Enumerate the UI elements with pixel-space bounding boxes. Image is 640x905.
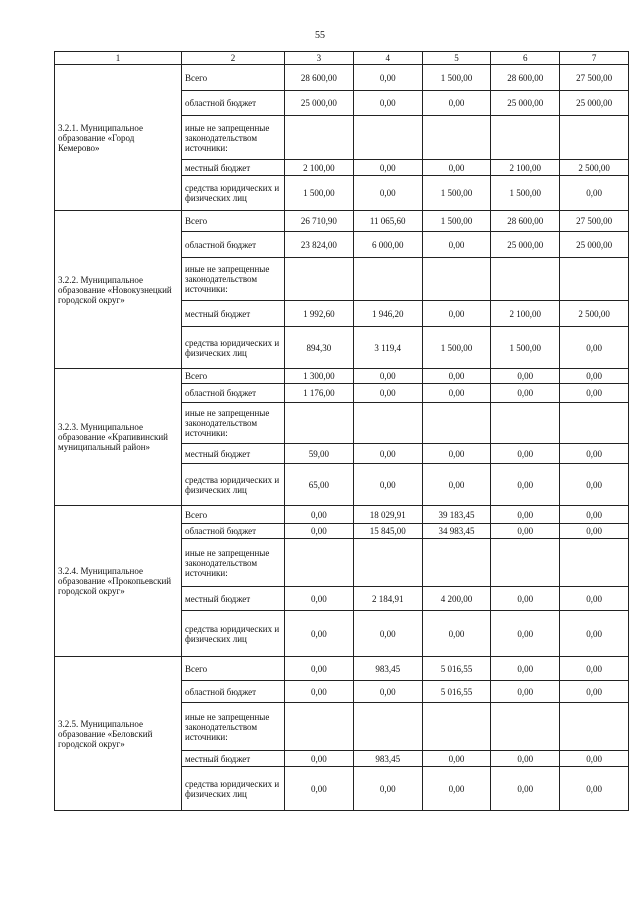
header-row [55,52,629,65]
municipality-name: 3.2.3. Муниципальное образование «Крапивинский муниципальный район» [55,369,182,506]
amount-cell: 0,00 [285,587,354,611]
amount-cell: 1 500,00 [422,176,491,211]
col-header: 4 [353,52,422,65]
amount-cell: 28 600,00 [491,65,560,91]
amount-cell: 5 016,55 [422,681,491,703]
funding-source-label: средства юридических и физических лиц [182,464,285,506]
amount-cell: 27 500,00 [560,211,629,232]
funding-source-label: местный бюджет [182,444,285,464]
amount-cell: 0,00 [422,369,491,384]
amount-cell: 0,00 [560,327,629,369]
amount-cell: 0,00 [422,611,491,657]
amount-cell: 1 500,00 [422,65,491,91]
amount-cell [285,116,354,160]
amount-cell: 34 983,45 [422,524,491,539]
amount-cell [422,539,491,587]
amount-cell [491,258,560,301]
amount-cell: 0,00 [353,444,422,464]
amount-cell [560,258,629,301]
amount-cell: 2 500,00 [560,160,629,176]
funding-source-label: областной бюджет [182,91,285,116]
amount-cell [491,403,560,444]
amount-cell: 0,00 [491,444,560,464]
funding-source-label: иные не запрещенные законодательством источники: [182,703,285,751]
amount-cell: 5 016,55 [422,657,491,681]
funding-source-label: Всего [182,369,285,384]
amount-cell: 0,00 [353,91,422,116]
funding-source-label: областной бюджет [182,232,285,258]
amount-cell [422,703,491,751]
amount-cell: 0,00 [285,767,354,811]
amount-cell: 1 500,00 [422,327,491,369]
amount-cell: 3 119,4 [353,327,422,369]
col-header: 5 [422,52,491,65]
amount-cell: 0,00 [353,176,422,211]
amount-cell: 0,00 [560,587,629,611]
amount-cell [491,703,560,751]
amount-cell: 2 100,00 [491,160,560,176]
amount-cell: 1 946,20 [353,301,422,327]
amount-cell: 0,00 [353,384,422,403]
amount-cell: 27 500,00 [560,65,629,91]
funding-source-label: областной бюджет [182,384,285,403]
amount-cell: 39 183,45 [422,506,491,524]
funding-source-label: местный бюджет [182,587,285,611]
municipality-name: 3.2.5. Муниципальное образование «Беловский городской округ» [55,657,182,811]
amount-cell: 0,00 [560,681,629,703]
amount-cell: 0,00 [491,506,560,524]
amount-cell: 983,45 [353,657,422,681]
amount-cell: 25 000,00 [560,232,629,258]
amount-cell: 0,00 [285,524,354,539]
amount-cell: 28 600,00 [285,65,354,91]
amount-cell: 0,00 [285,657,354,681]
amount-cell [285,703,354,751]
amount-cell [491,539,560,587]
amount-cell: 0,00 [491,369,560,384]
amount-cell: 0,00 [422,160,491,176]
funding-source-label: местный бюджет [182,160,285,176]
amount-cell: 983,45 [353,751,422,767]
amount-cell: 0,00 [560,524,629,539]
amount-cell: 18 029,91 [353,506,422,524]
funding-source-label: местный бюджет [182,751,285,767]
amount-cell: 0,00 [353,369,422,384]
amount-cell: 0,00 [560,444,629,464]
amount-cell [285,403,354,444]
amount-cell: 25 000,00 [285,91,354,116]
amount-cell: 0,00 [560,657,629,681]
amount-cell: 0,00 [285,751,354,767]
table-row [55,65,629,91]
funding-source-label: средства юридических и физических лиц [182,176,285,211]
page-number: 55 [315,30,325,41]
amount-cell: 0,00 [491,524,560,539]
amount-cell: 0,00 [353,767,422,811]
amount-cell: 0,00 [422,91,491,116]
amount-cell: 0,00 [560,767,629,811]
amount-cell [422,116,491,160]
amount-cell: 28 600,00 [491,211,560,232]
amount-cell: 1 992,60 [285,301,354,327]
amount-cell: 0,00 [422,232,491,258]
amount-cell: 59,00 [285,444,354,464]
amount-cell: 0,00 [353,611,422,657]
amount-cell: 0,00 [491,751,560,767]
amount-cell: 15 845,00 [353,524,422,539]
amount-cell: 0,00 [422,444,491,464]
amount-cell: 4 200,00 [422,587,491,611]
amount-cell: 0,00 [353,160,422,176]
amount-cell [353,258,422,301]
amount-cell [353,403,422,444]
amount-cell: 26 710,90 [285,211,354,232]
amount-cell: 0,00 [353,681,422,703]
amount-cell: 0,00 [491,611,560,657]
col-header: 3 [285,52,354,65]
amount-cell: 0,00 [560,176,629,211]
funding-source-label: средства юридических и физических лиц [182,767,285,811]
amount-cell: 2 100,00 [491,301,560,327]
amount-cell [560,116,629,160]
amount-cell: 1 500,00 [491,327,560,369]
col-header: 2 [182,52,285,65]
funding-source-label: местный бюджет [182,301,285,327]
amount-cell [285,539,354,587]
amount-cell: 1 500,00 [422,211,491,232]
col-header: 6 [491,52,560,65]
table-row [55,657,629,681]
funding-source-label: иные не запрещенные законодательством источники: [182,116,285,160]
amount-cell: 0,00 [560,369,629,384]
amount-cell: 894,30 [285,327,354,369]
amount-cell: 0,00 [422,464,491,506]
municipality-name: 3.2.4. Муниципальное образование «Прокопьевский городской округ» [55,506,182,657]
municipality-name: 3.2.2. Муниципальное образование «Новокузнецкий городской округ» [55,211,182,369]
amount-cell: 1 500,00 [285,176,354,211]
amount-cell: 0,00 [285,681,354,703]
amount-cell [560,403,629,444]
amount-cell: 0,00 [491,681,560,703]
amount-cell [560,703,629,751]
table-row [55,369,629,384]
amount-cell: 6 000,00 [353,232,422,258]
amount-cell: 0,00 [560,751,629,767]
amount-cell: 0,00 [560,464,629,506]
amount-cell: 1 300,00 [285,369,354,384]
amount-cell [491,116,560,160]
amount-cell: 0,00 [422,751,491,767]
amount-cell: 2 500,00 [560,301,629,327]
amount-cell [353,703,422,751]
amount-cell: 1 500,00 [491,176,560,211]
funding-source-label: областной бюджет [182,524,285,539]
amount-cell: 0,00 [422,767,491,811]
amount-cell [422,403,491,444]
amount-cell: 0,00 [560,611,629,657]
municipality-name: 3.2.1. Муниципальное образование «Город Кемерово» [55,65,182,211]
amount-cell: 0,00 [353,65,422,91]
table-body [55,65,629,811]
amount-cell: 0,00 [560,384,629,403]
amount-cell: 23 824,00 [285,232,354,258]
amount-cell: 1 176,00 [285,384,354,403]
amount-cell: 0,00 [491,384,560,403]
amount-cell: 0,00 [491,767,560,811]
amount-cell [353,116,422,160]
funding-source-label: областной бюджет [182,681,285,703]
funding-source-label: иные не запрещенные законодательством источники: [182,539,285,587]
amount-cell: 0,00 [422,301,491,327]
funding-source-label: иные не запрещенные законодательством источники: [182,403,285,444]
amount-cell: 65,00 [285,464,354,506]
amount-cell: 25 000,00 [491,232,560,258]
amount-cell: 0,00 [285,506,354,524]
amount-cell: 2 184,91 [353,587,422,611]
col-header: 7 [560,52,629,65]
funding-source-label: Всего [182,211,285,232]
amount-cell: 2 100,00 [285,160,354,176]
table-row [55,506,629,524]
funding-source-label: средства юридических и физических лиц [182,611,285,657]
amount-cell [285,258,354,301]
amount-cell: 0,00 [422,384,491,403]
amount-cell [422,258,491,301]
amount-cell [560,539,629,587]
amount-cell: 0,00 [491,464,560,506]
amount-cell: 0,00 [491,587,560,611]
amount-cell [353,539,422,587]
funding-source-label: Всего [182,506,285,524]
amount-cell: 25 000,00 [491,91,560,116]
amount-cell: 0,00 [285,611,354,657]
col-header: 1 [55,52,182,65]
amount-cell: 11 065,60 [353,211,422,232]
funding-source-label: Всего [182,657,285,681]
amount-cell: 0,00 [353,464,422,506]
funding-source-label: средства юридических и физических лиц [182,327,285,369]
amount-cell: 0,00 [560,506,629,524]
amount-cell: 0,00 [491,657,560,681]
funding-source-label: иные не запрещенные законодательством источники: [182,258,285,301]
funding-source-label: Всего [182,65,285,91]
budget-table [54,51,629,811]
table-row [55,211,629,232]
amount-cell: 25 000,00 [560,91,629,116]
